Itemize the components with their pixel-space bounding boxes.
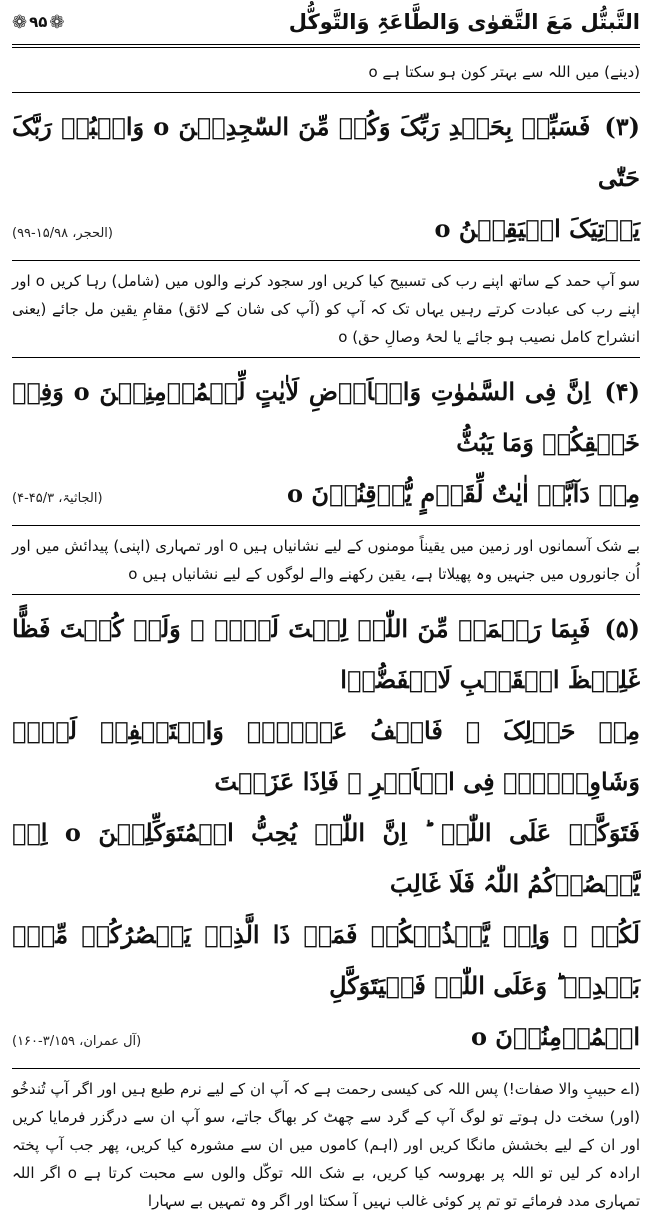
verse-line bbox=[12, 705, 640, 807]
ornament-icon: ❁ bbox=[49, 11, 65, 33]
ornament-icon: ❁ bbox=[12, 11, 28, 33]
verse-line bbox=[12, 807, 640, 909]
verse-line bbox=[12, 909, 640, 1011]
page-number-box bbox=[12, 12, 65, 33]
page-body bbox=[12, 58, 640, 1215]
urdu-paragraph: سو آپ حمد کے ساتھ اپنے رب کی تسبیح کیا کریں اور سجود کرنے والوں میں (شامل) رہا کریں o اور اپنے رب کی عبادت کرتے رہیں یہاں تک کہ آپ کو (آپ کی شان کے لائق) مقامِ یقین مل جائے (یعنی انشراح کامل نصیب ہو جائے یا لحۂ وصالِ حق) o bbox=[12, 272, 640, 346]
verse-line: مِنۡ دَآبَّۃٍ اٰیٰتٌ لِّقَوۡمٍ یُّوۡقِنُوۡنَ o bbox=[287, 479, 640, 508]
verse-line bbox=[12, 366, 640, 468]
verse-reference: (الحجر، ۱۵/۹۸-۹۹) bbox=[12, 226, 113, 241]
verse-line: الۡمُؤۡمِنُوۡنَ o bbox=[470, 1022, 640, 1051]
verse-text: فَتَوَکَّلۡ عَلَی اللّٰہِ ؕ اِنَّ اللّٰہَ یُحِبُّ الۡمُتَوَکِّلِیۡنَ o اِنۡ یَّنۡصُرۡکُمُ اللّٰہُ فَلَا غَالِبَ bbox=[12, 818, 641, 898]
urdu-paragraph: بے شک آسمانوں اور زمین میں یقیناً مومنوں کے لیے نشانیاں ہیں o اور تمہاری (اپنی) پیدائش میں اور اُن جانوروں میں جنہیں وہ پھیلاتا ہے، یقین رکھنے والے لوگوں کے لیے نشانیاں ہیں o bbox=[12, 537, 640, 583]
verse-reference: (الجاثیۃ، ۴۵/۳-۴) bbox=[12, 491, 103, 506]
page-number: ۹۵ bbox=[29, 13, 48, 31]
section-divider bbox=[12, 525, 640, 526]
verse-text: فَسَبِّحۡ بِحَمۡدِ رَبِّکَ وَکُنۡ مِّنَ السّٰجِدِیۡنَ o وَاعۡبُدۡ رَبَّکَ حَتّٰی bbox=[12, 112, 640, 192]
verse-number: (۴) bbox=[604, 377, 640, 406]
verse-line bbox=[12, 603, 640, 705]
verse-line bbox=[12, 101, 640, 203]
section-divider bbox=[12, 92, 640, 93]
verse-block bbox=[12, 366, 640, 519]
verse-text: اِنَّ فِی السَّمٰوٰتِ وَالۡاَرۡضِ لَاٰیٰتٍ لِّلۡمُؤۡمِنِیۡنَ o وَفِیۡ خَلۡقِکُمۡ وَمَا یَبُثُّ bbox=[12, 377, 640, 457]
page-header bbox=[12, 0, 640, 44]
verse-line: یَاۡتِیَکَ الۡیَقِیۡنُ o bbox=[434, 214, 640, 243]
verse-block bbox=[12, 101, 640, 254]
section-divider bbox=[12, 1068, 640, 1069]
running-title: التَّبتُّل مَعَ التَّقوٰی وَالطَّاعَۃِ وَالتَّوکُّل bbox=[288, 10, 640, 34]
urdu-paragraph: (اے حبیبِ والا صفات!) پس اللہ کی کیسی رحمت ہے کہ آپ ان کے لیے نرم طبع ہیں اور اگر آپ تُندخُو (اور) سخت دل ہوتے تو لوگ آپ کے گرد سے چھٹ کر بھاگ جاتے، سو آپ ان سے درگزر فرمایا کریں اور ان کے لیے بخشش مانگا کریں اور (اہم) کاموں میں ان سے مشورہ کیا کریں، پھر جب آپ پختہ ارادہ کر لیں تو اللہ پر بھروسہ کیا کریں، بے شک اللہ توکّل والوں سے محبت کرتا ہے o اگر اللہ تمہاری مدد فرمائے تو تم پر کوئی غالب نہیں آ سکتا اور اگر وہ تمہیں بے سہارا bbox=[12, 1080, 641, 1210]
verse-last-row bbox=[12, 203, 640, 254]
verse-last-row bbox=[12, 1011, 640, 1062]
section-divider bbox=[12, 357, 640, 358]
section-divider bbox=[12, 260, 640, 261]
verse-last-row bbox=[12, 468, 640, 519]
section-divider bbox=[12, 594, 640, 595]
verse-block bbox=[12, 603, 640, 1062]
urdu-paragraph: (دینے) میں اللہ سے بہتر کون ہو سکتا ہے o bbox=[368, 63, 640, 81]
verse-text: لَکُمۡ ۚ وَاِنۡ یَّخۡذُلۡکُمۡ فَمَنۡ ذَا الَّذِیۡ یَنۡصُرُکُمۡ مِّنۡۢ بَعۡدِہٖ ؕ وَعَلَی اللّٰہِ فَلۡیَتَوَکَّلِ bbox=[12, 920, 640, 1000]
verse-number: (۳) bbox=[604, 112, 640, 141]
verse-number: (۵) bbox=[604, 614, 640, 643]
verse-text: مِنۡ حَوۡلِکَ ۪ فَاعۡفُ عَنۡہُمۡ وَاسۡتَغۡفِرۡ لَہُمۡ وَشَاوِرۡہُمۡ فِی الۡاَمۡرِ ۚ فَاِذَا عَزَمۡتَ bbox=[12, 716, 640, 796]
verse-reference: (آل عمران، ۳/۱۵۹-۱۶۰) bbox=[12, 1034, 142, 1049]
header-rule bbox=[12, 44, 640, 48]
verse-text: فَبِمَا رَحۡمَۃٍ مِّنَ اللّٰہِ لِنۡتَ لَہُمۡ ۚ وَلَوۡ کُنۡتَ فَظًّا غَلِیۡظَ الۡقَلۡبِ لَانۡفَضُّوۡا bbox=[12, 614, 640, 694]
